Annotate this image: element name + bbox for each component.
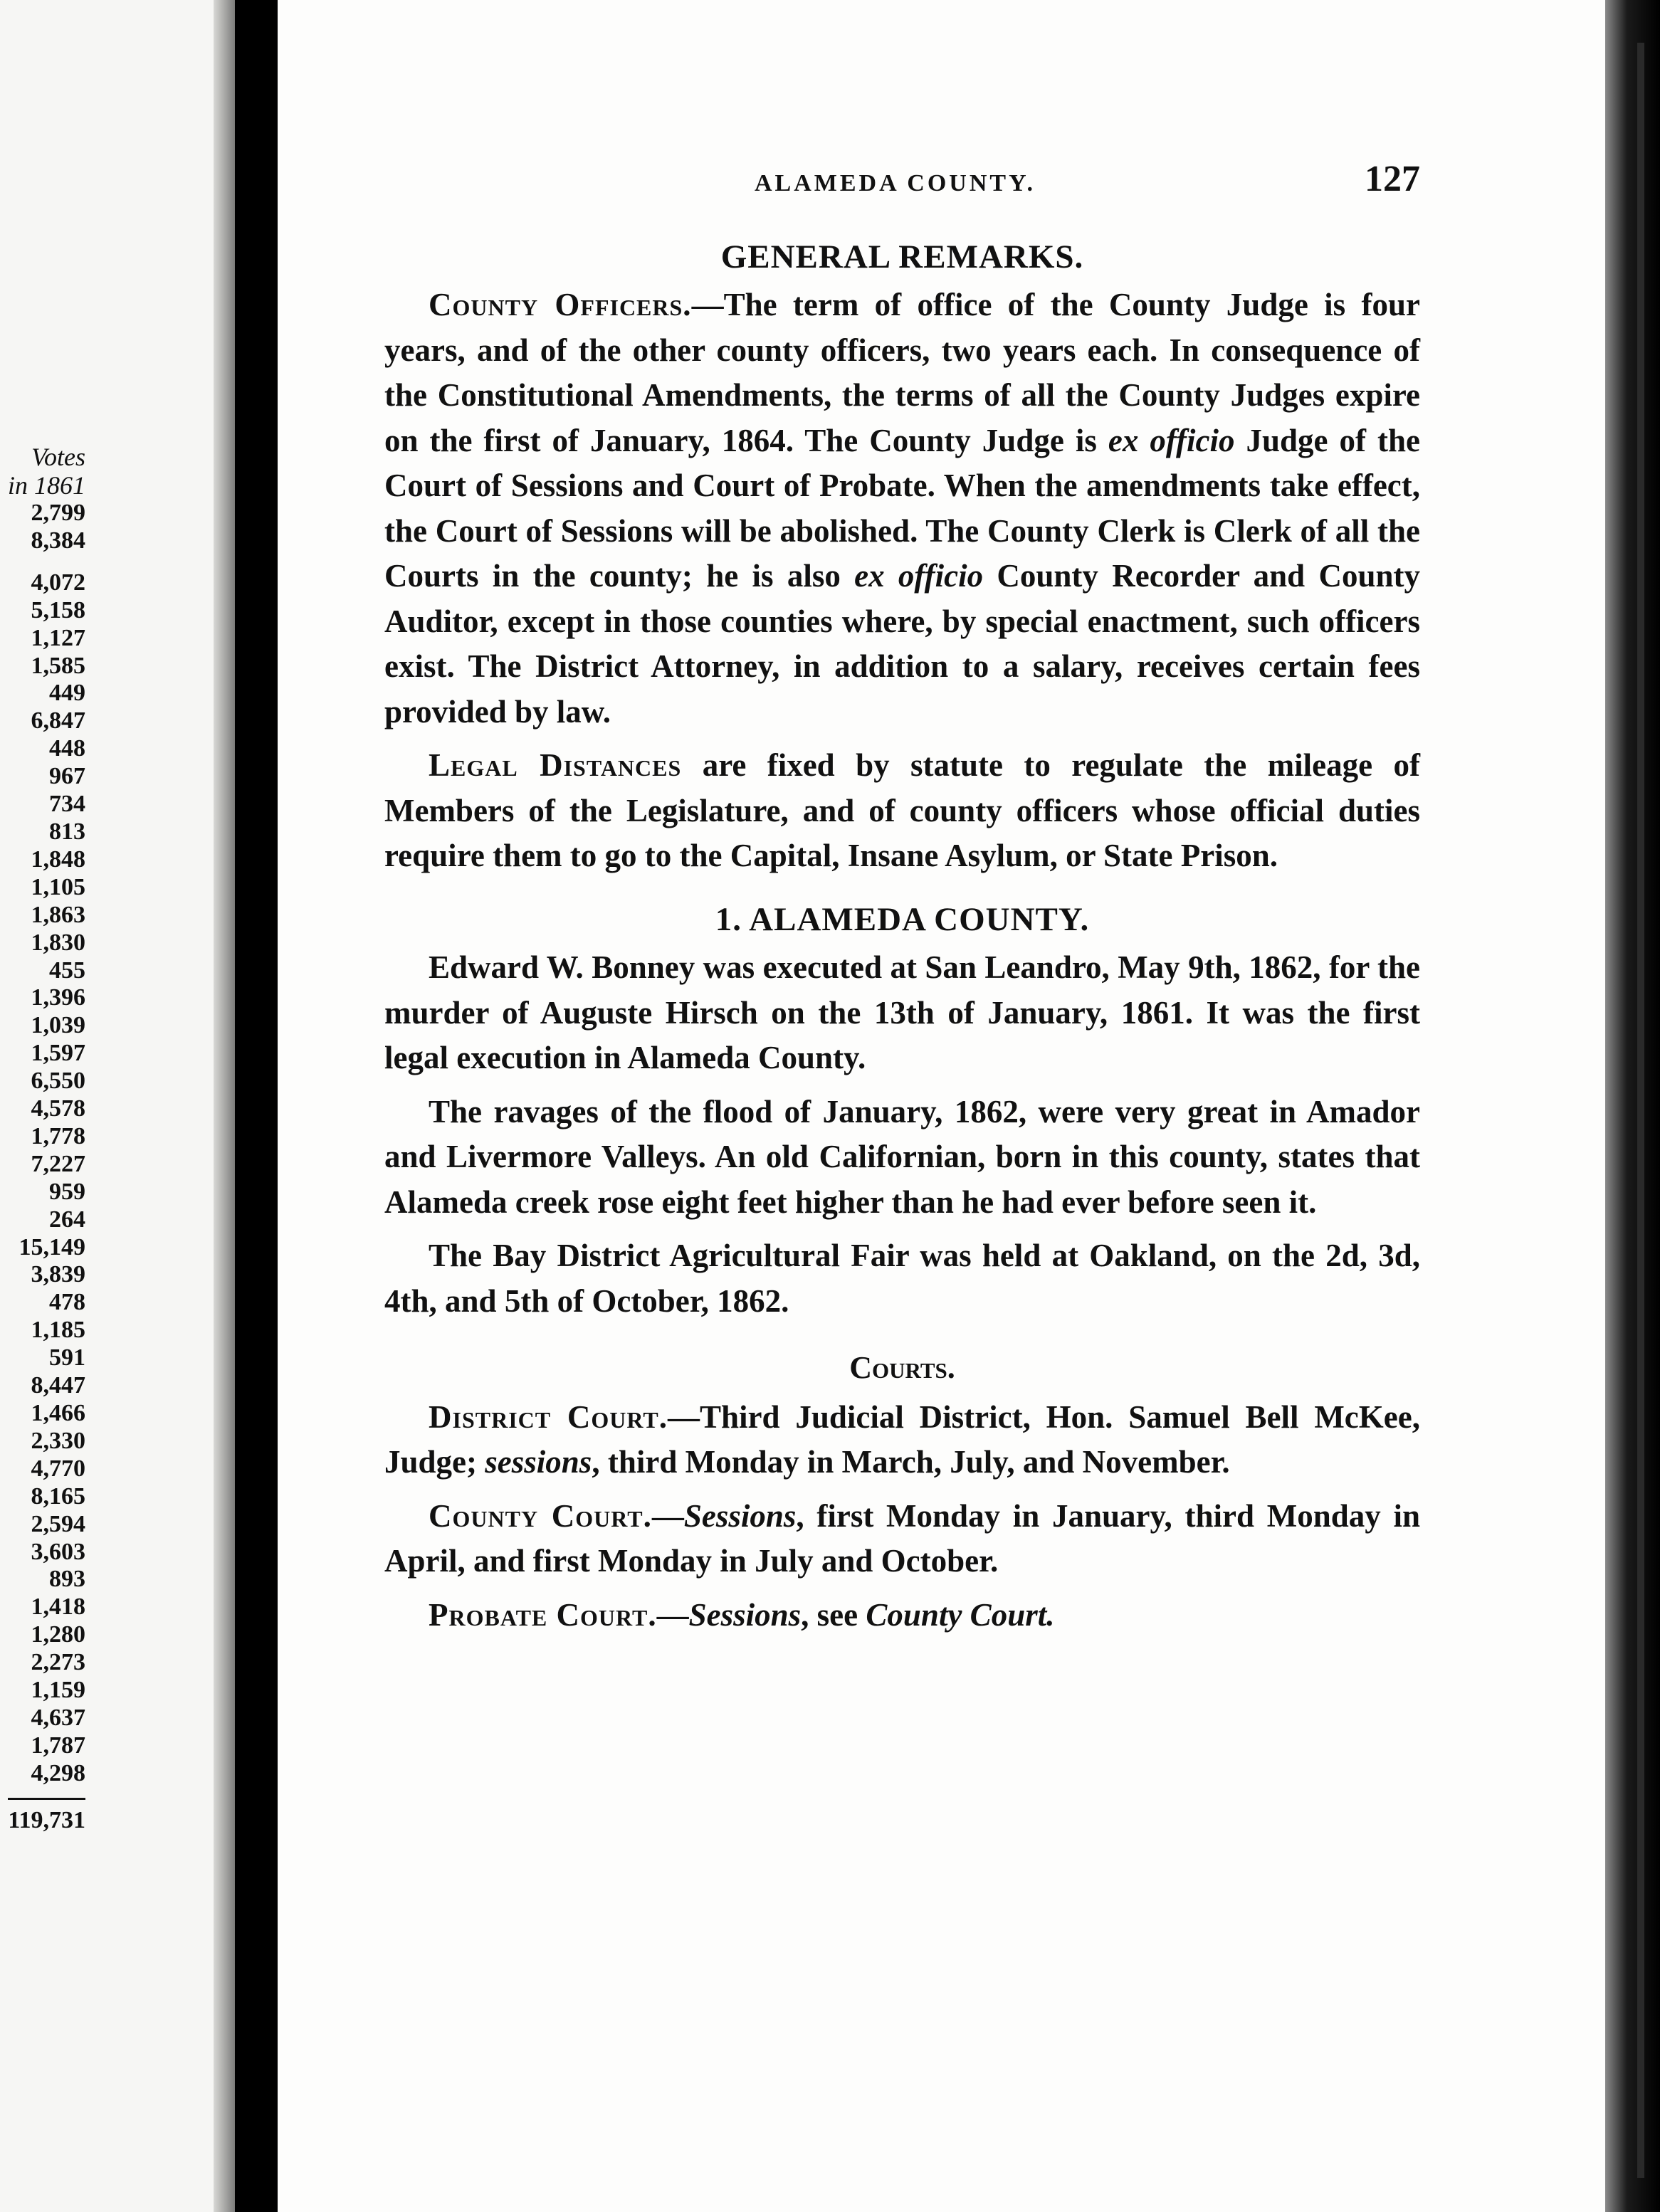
vote-count: 2,330 (31, 1427, 85, 1454)
legal-distances-paragraph: Legal Distances are fixed by statute to regulate the mileage of Members of the Legislature, and of county officers whose official duties require them to go to the Capital, Insane Asylum, or State Prison. (384, 747, 1420, 873)
vote-count: 2,273 (31, 1649, 85, 1676)
vote-count: 448 (49, 735, 85, 762)
vote-count: 1,787 (31, 1732, 85, 1759)
page-content (384, 157, 1420, 1646)
vote-count: 4,770 (31, 1455, 85, 1482)
vote-count: 4,578 (31, 1095, 85, 1122)
book-gutter (235, 0, 278, 2212)
votes-column (8, 443, 85, 1835)
county-officers-lead: County Officers. (429, 287, 692, 322)
vote-count: 1,863 (31, 901, 85, 928)
vote-count: 813 (49, 818, 85, 845)
running-head (384, 157, 1420, 206)
vote-count: 1,418 (31, 1594, 85, 1621)
vote-count: 3,603 (31, 1538, 85, 1565)
votes-group-1 (8, 500, 85, 555)
vote-count: 449 (49, 680, 85, 707)
county-court-lead: County Court. (429, 1497, 652, 1534)
vote-count: 6,847 (31, 707, 85, 734)
vote-count: 959 (49, 1178, 85, 1205)
alameda-heading: 1. ALAMEDA COUNTY. (715, 900, 1090, 938)
vote-count: 264 (49, 1206, 85, 1233)
vote-count: 1,778 (31, 1122, 85, 1149)
vote-count: 4,072 (31, 569, 85, 596)
flood-paragraph: The ravages of the flood of January, 1862, were very great in Amador and Livermore Valleys. An old Californian, born in this county, states that Alameda creek rose eight feet higher than he had ever before seen it. (384, 1093, 1420, 1220)
votes-header-year: in 1861 (7, 471, 85, 500)
fair-paragraph: The Bay District Agricultural Fair was held at Oakland, on the 2d, 3d, 4th, and 5th of October, 1862. (384, 1238, 1420, 1319)
running-head-title: ALAMEDA COUNTY. (755, 170, 1036, 196)
county-officers-paragraph: County Officers.—The term of office of the County Judge is four years, and of the other county officers, two years each. In consequence of the Constitutional Amendments, the terms of all the County Judges expire on the first of January, 1864. The County Judge is ex officio Judge of the Court of Sessions and Court of Probate. When the amendments take effect, the Court of Sessions will be abolished. The County Clerk is Clerk of all the Courts in the county; he is also ex officio County Recorder and County Auditor, except in those counties where, by special enactment, such officers exist. The District Attorney, in addition to a salary, receives certain fees provided by law. (384, 287, 1421, 730)
vote-count: 591 (49, 1344, 85, 1371)
vote-count: 1,585 (31, 652, 85, 679)
legal-distances-lead: Legal Distances (429, 747, 682, 783)
bonney-paragraph: Edward W. Bonney was executed at San Leandro, May 9th, 1862, for the murder of Auguste Hirsch on the 13th of January, 1861. It was the first legal execution in Alameda County. (384, 949, 1420, 1075)
district-court-lead: District Court. (429, 1399, 668, 1435)
vote-count: 893 (49, 1566, 85, 1593)
vote-count: 2,594 (31, 1510, 85, 1537)
vote-count: 2,799 (31, 500, 85, 526)
vote-count: 3,839 (31, 1261, 85, 1288)
page-edge-shadow (1605, 0, 1660, 2212)
vote-count: 7,227 (31, 1150, 85, 1177)
vote-count: 1,127 (31, 624, 85, 651)
vote-count: 8,384 (31, 527, 85, 554)
vote-count: 1,105 (31, 873, 85, 900)
vote-count: 1,466 (31, 1400, 85, 1426)
vote-count: 1,597 (31, 1040, 85, 1067)
vote-count: 8,447 (31, 1372, 85, 1399)
vote-count: 15,149 (19, 1233, 85, 1260)
probate-court-lead: Probate Court. (429, 1596, 657, 1633)
binding-edge (1637, 43, 1644, 2178)
votes-group-2 (8, 569, 85, 1788)
vote-count: 1,830 (31, 929, 85, 956)
vote-count: 1,848 (31, 846, 85, 873)
vote-count: 4,637 (31, 1704, 85, 1731)
vote-count: 5,158 (31, 596, 85, 623)
probate-court-paragraph: Probate Court.—Sessions, see County Court. (429, 1596, 1055, 1633)
vote-count: 455 (49, 957, 85, 984)
vote-count: 478 (49, 1289, 85, 1316)
county-court-paragraph: County Court.—Sessions, first Monday in January, third Monday in April, and first Monday in July and October. (384, 1497, 1420, 1579)
vote-count: 734 (49, 791, 85, 818)
page-number: 127 (1365, 159, 1420, 199)
vote-count: 6,550 (31, 1068, 85, 1095)
vote-count: 1,159 (31, 1677, 85, 1704)
courts-heading: Courts. (849, 1350, 955, 1385)
vote-count: 8,165 (31, 1482, 85, 1510)
vote-count: 1,185 (31, 1317, 85, 1344)
vote-count: 967 (49, 763, 85, 790)
votes-total: 119,731 (8, 1798, 85, 1835)
vote-count: 1,039 (31, 1012, 85, 1039)
vote-count: 1,396 (31, 984, 85, 1011)
vote-count: 1,280 (31, 1621, 85, 1648)
district-court-paragraph: District Court.—Third Judicial District, Hon. Samuel Bell McKee, Judge; sessions, third Monday in March, July, and November. (384, 1399, 1420, 1480)
vote-count: 4,298 (31, 1759, 85, 1786)
general-remarks-heading: GENERAL REMARKS. (720, 238, 1084, 275)
votes-header: Votes (31, 443, 85, 471)
